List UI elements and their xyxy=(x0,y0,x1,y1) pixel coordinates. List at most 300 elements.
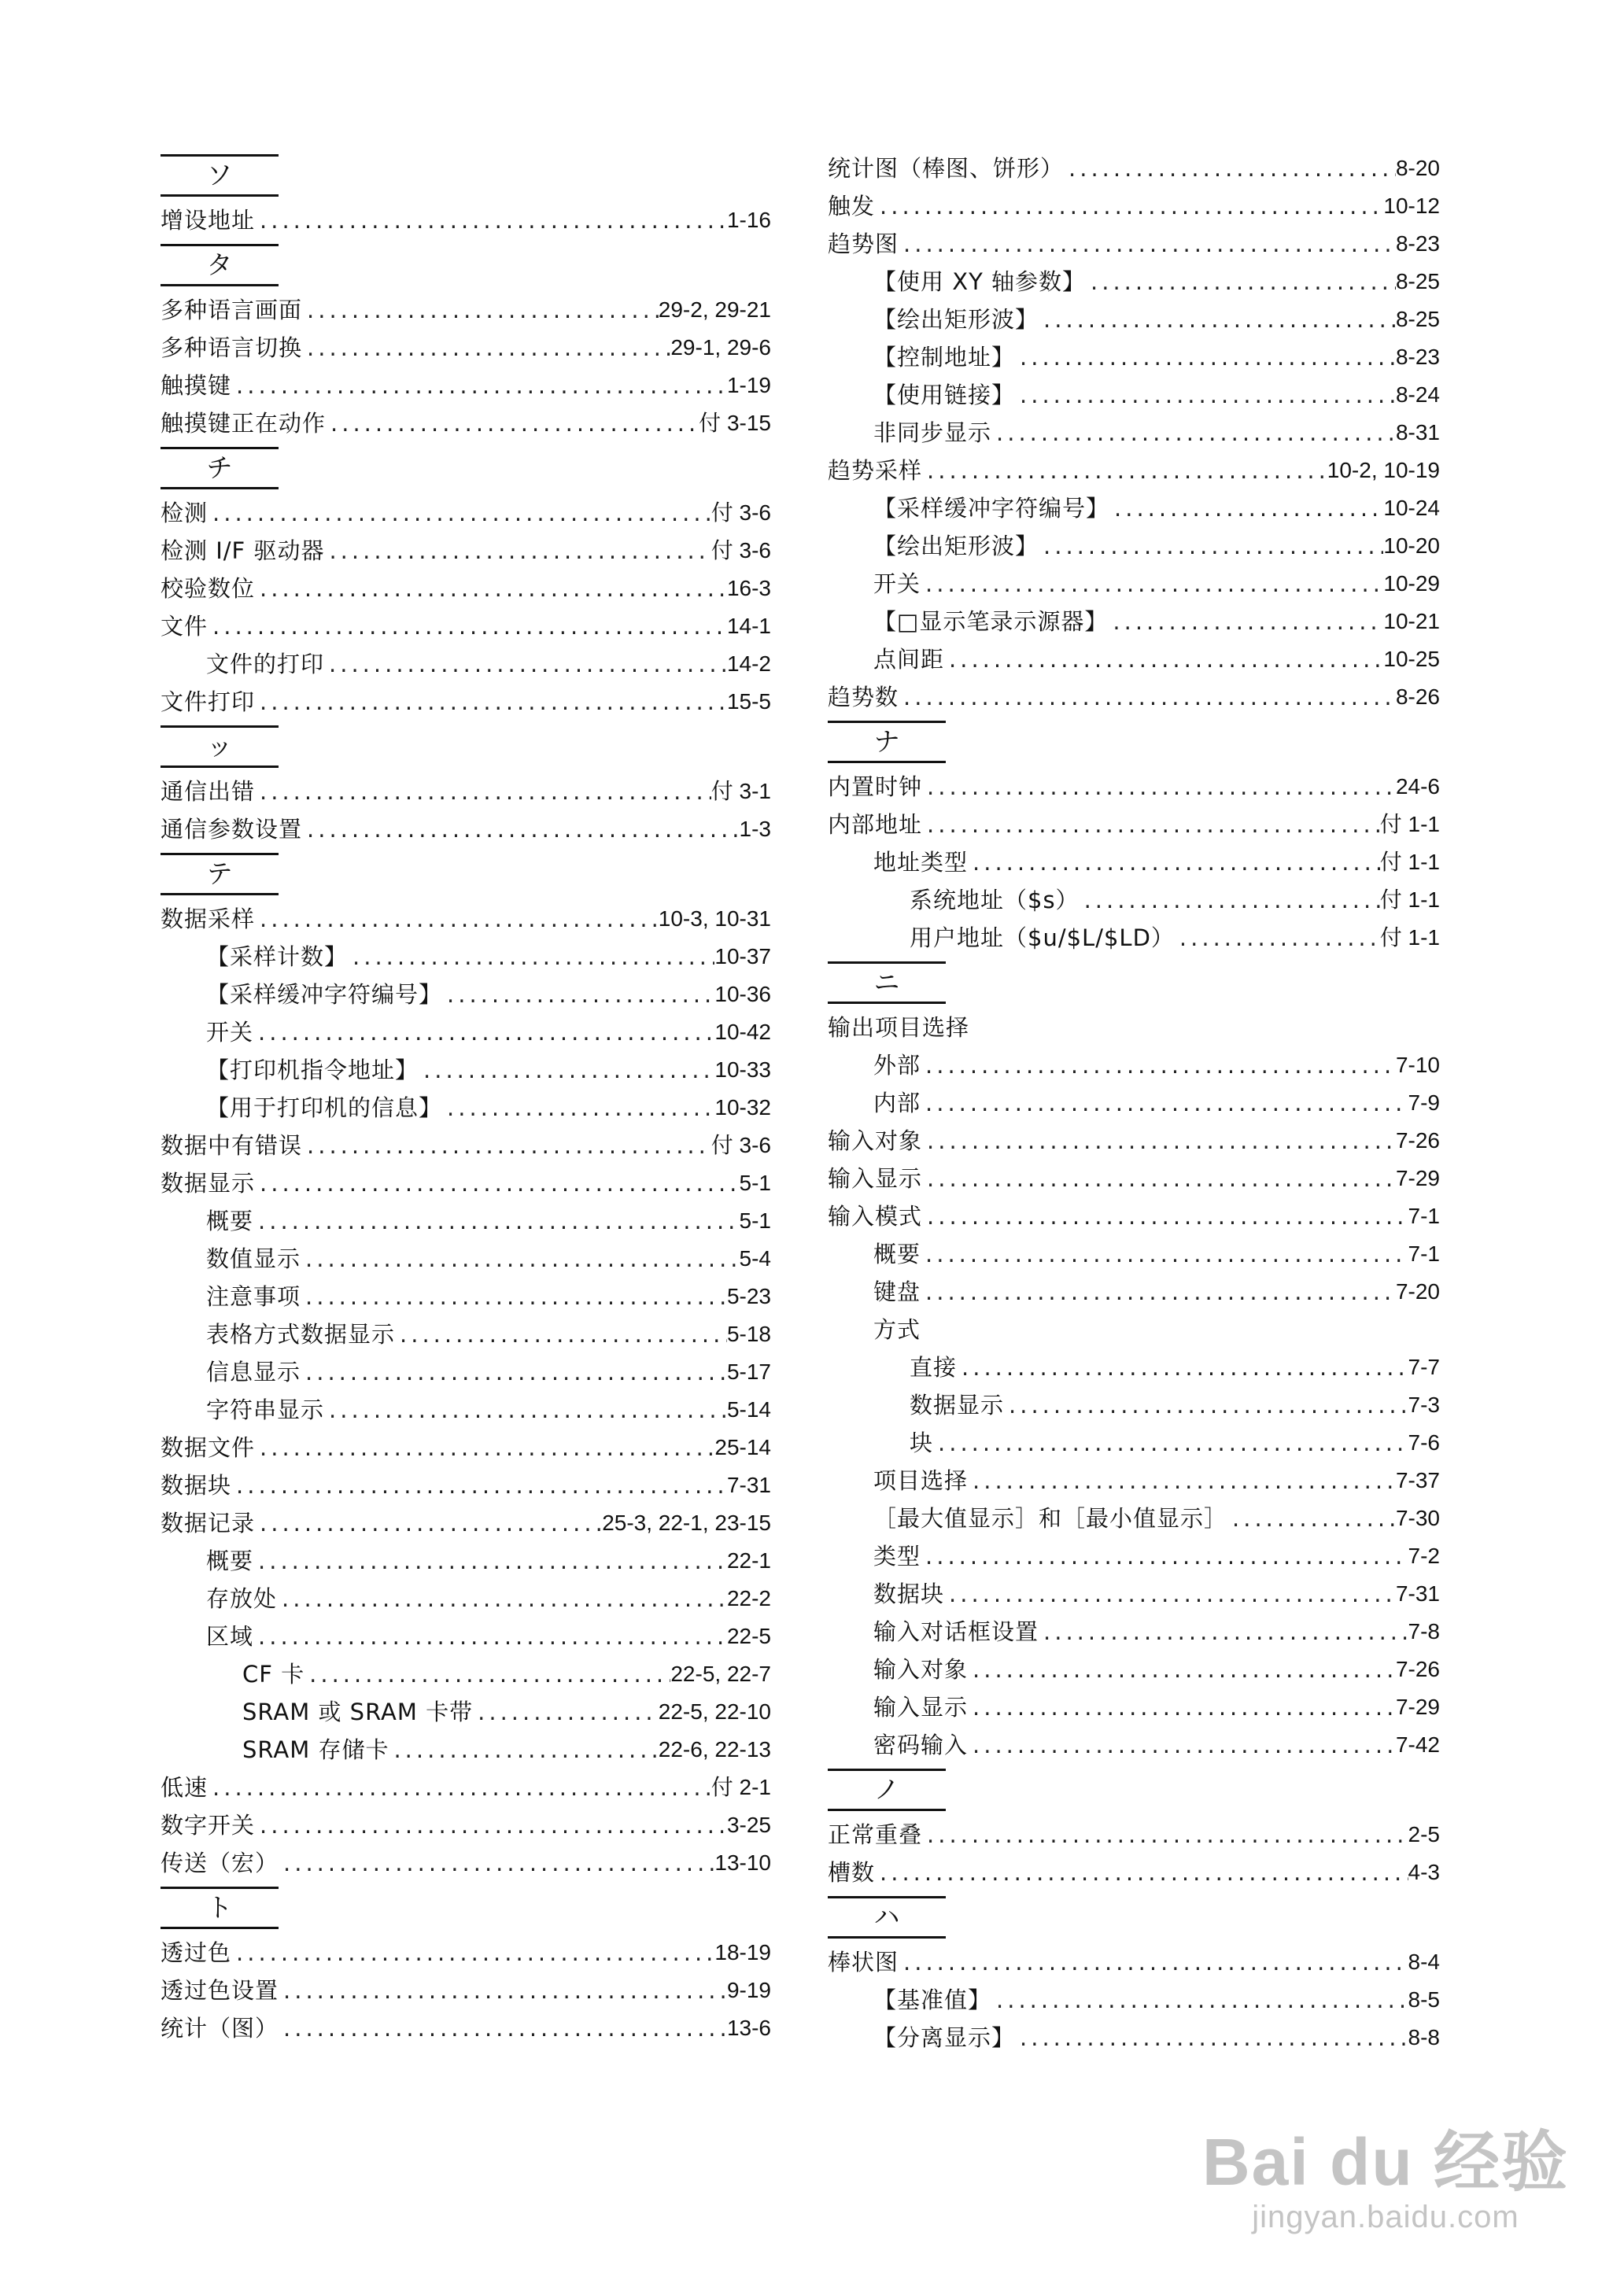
entry-label: 【采样计数】 xyxy=(206,943,349,970)
dot-leader xyxy=(442,1089,714,1127)
entry-page-ref: 16-3 xyxy=(726,576,771,600)
entry-page-ref: 8-23 xyxy=(1395,231,1440,256)
entry-label: 检测 xyxy=(161,500,209,526)
index-entry xyxy=(828,1981,1440,2019)
dot-leader xyxy=(1039,527,1383,565)
entry-label: 校验数位 xyxy=(161,575,256,602)
entry-label: 传送（宏） xyxy=(161,1850,279,1876)
dot-leader xyxy=(324,532,710,570)
watermark-url: jingyan.baidu.com xyxy=(1252,2200,1519,2234)
entry-page-ref: 1-19 xyxy=(726,373,771,397)
dot-leader xyxy=(324,645,727,683)
entry-page-ref: 5-1 xyxy=(739,1171,771,1195)
dot-leader xyxy=(302,329,670,367)
entry-label: 用户地址（$u/$L/$LD） xyxy=(910,924,1175,951)
dot-leader xyxy=(255,900,659,938)
dot-leader xyxy=(968,1726,1396,1764)
entry-page-ref: 5-4 xyxy=(739,1246,771,1271)
dot-leader xyxy=(301,1278,727,1315)
entry-label: 数据采样 xyxy=(161,906,256,932)
dot-leader xyxy=(1109,489,1383,527)
entry-page-ref: 7-7 xyxy=(1408,1355,1440,1379)
entry-label: 趋势图 xyxy=(828,231,899,257)
entry-page-ref: 29-1, 29-6 xyxy=(670,335,771,360)
section-kana: ノ xyxy=(873,1774,900,1805)
entry-page-ref: 24-6 xyxy=(1395,774,1440,799)
dot-leader xyxy=(922,768,1396,806)
dot-leader xyxy=(302,1127,711,1164)
entry-label: 数据记录 xyxy=(161,1510,256,1537)
index-entry xyxy=(828,1500,1440,1537)
entry-label: 输入显示 xyxy=(828,1165,923,1192)
entry-page-ref: 14-2 xyxy=(726,651,771,676)
entry-page-ref: 5-14 xyxy=(726,1397,771,1422)
entry-page-ref: 13-6 xyxy=(726,2016,771,2040)
entry-page-ref: 22-5 xyxy=(726,1624,771,1648)
entry-page-ref: 8-24 xyxy=(1395,382,1440,407)
index-entry xyxy=(161,570,771,607)
section-rule-bottom xyxy=(828,1809,946,1811)
index-entry xyxy=(161,645,771,683)
dot-leader xyxy=(279,1844,714,1882)
entry-page-ref: 7-8 xyxy=(1408,1619,1440,1644)
dot-leader xyxy=(1080,881,1380,919)
dot-leader xyxy=(899,678,1396,716)
dot-leader xyxy=(1039,1613,1408,1651)
dot-leader xyxy=(944,640,1383,678)
entry-label: 字符串显示 xyxy=(206,1396,325,1423)
dot-leader xyxy=(957,1348,1408,1386)
index-entry xyxy=(828,1046,1440,1084)
entry-page-ref: 8-26 xyxy=(1395,684,1440,709)
entry-page-ref: 7-30 xyxy=(1395,1506,1440,1530)
entry-page-ref: 7-31 xyxy=(726,1473,771,1497)
entry-label: 输出项目选择 xyxy=(828,1014,970,1041)
entry-label: 触摸键正在动作 xyxy=(161,410,327,437)
entry-page-ref: 7-2 xyxy=(1408,1544,1440,1568)
dot-leader xyxy=(921,1235,1408,1273)
dot-leader xyxy=(1039,301,1396,338)
entry-label: 【□显示笔录示源器】 xyxy=(873,608,1109,635)
entry-label: ［最大值显示］和［最小值显示］ xyxy=(873,1505,1228,1532)
entry-page-ref: 7-31 xyxy=(1395,1581,1440,1606)
index-entry xyxy=(828,640,1440,678)
entry-page-ref: 8-25 xyxy=(1395,269,1440,293)
index-entry xyxy=(828,1462,1440,1500)
section-kana: ハ xyxy=(873,1902,900,1932)
index-entry xyxy=(161,1315,771,1353)
entry-label: 开关 xyxy=(873,570,921,597)
entry-label: 开关 xyxy=(206,1019,254,1046)
dot-leader xyxy=(389,1731,658,1769)
section-header xyxy=(828,1896,1440,1939)
entry-page-ref: 2-5 xyxy=(1408,1822,1440,1846)
dot-leader xyxy=(921,1537,1408,1575)
section-kana: ナ xyxy=(873,726,900,757)
entry-page-ref: 10-29 xyxy=(1383,571,1440,596)
entry-page-ref: 10-20 xyxy=(1383,533,1440,558)
entry-page-ref: 付 3-6 xyxy=(710,500,771,525)
dot-leader xyxy=(442,976,714,1013)
index-entry xyxy=(828,1311,1440,1348)
entry-page-ref: 付 1-1 xyxy=(1379,887,1440,912)
entry-label: 点间距 xyxy=(873,646,945,673)
entry-label: 通信出错 xyxy=(161,778,256,805)
entry-label: 文件打印 xyxy=(161,688,256,715)
dot-leader xyxy=(968,843,1380,881)
entry-label: SRAM 或 SRAM 卡带 xyxy=(242,1699,474,1725)
entry-label: 增设地址 xyxy=(161,207,256,234)
entry-label: 直接 xyxy=(910,1354,958,1381)
index-entry xyxy=(161,1844,771,1882)
index-entry xyxy=(161,1504,771,1542)
entry-page-ref: 8-31 xyxy=(1395,420,1440,445)
entry-label: 数字开关 xyxy=(161,1812,256,1839)
section-header xyxy=(161,1887,771,1929)
index-entry xyxy=(161,976,771,1013)
index-entry xyxy=(828,1688,1440,1726)
index-entry xyxy=(828,225,1440,263)
dot-leader xyxy=(255,683,727,721)
entry-label: 文件的打印 xyxy=(206,651,325,677)
entry-label: 外部 xyxy=(873,1052,921,1079)
entry-page-ref: 8-20 xyxy=(1395,156,1440,180)
index-entry xyxy=(828,1424,1440,1462)
index-entry xyxy=(161,773,771,810)
section-rule-bottom xyxy=(828,761,946,763)
dot-leader xyxy=(922,1160,1396,1197)
dot-leader xyxy=(255,773,711,810)
section-kana: タ xyxy=(206,249,233,280)
entry-label: 透过色设置 xyxy=(161,1977,279,2004)
index-entry xyxy=(161,1466,771,1504)
entry-page-ref: 10-33 xyxy=(714,1057,771,1082)
entry-label: 块 xyxy=(910,1430,934,1456)
index-entry xyxy=(161,1618,771,1655)
section-rule-bottom xyxy=(828,1936,946,1939)
dot-leader xyxy=(1015,338,1396,376)
dot-leader xyxy=(208,607,727,645)
section-rule-bottom xyxy=(161,1927,279,1929)
entry-label: 概要 xyxy=(206,1208,254,1234)
entry-page-ref: 3-25 xyxy=(726,1813,771,1837)
dot-leader xyxy=(302,291,659,329)
dot-leader xyxy=(348,938,714,976)
dot-leader xyxy=(933,1424,1408,1462)
entry-label: 趋势采样 xyxy=(828,457,923,484)
entry-label: 触发 xyxy=(828,193,876,220)
section-header xyxy=(161,244,771,286)
index-entry xyxy=(828,1943,1440,1981)
dot-leader xyxy=(991,414,1396,452)
dot-leader xyxy=(255,1806,727,1844)
entry-page-ref: 付 3-6 xyxy=(710,538,771,563)
entry-label: 透过色 xyxy=(161,1939,232,1966)
index-entry xyxy=(828,1575,1440,1613)
dot-leader xyxy=(1108,603,1383,640)
dot-leader xyxy=(968,1651,1396,1688)
index-entry xyxy=(161,938,771,976)
dot-leader xyxy=(304,1655,670,1693)
dot-leader xyxy=(922,1816,1408,1854)
entry-page-ref: 付 3-6 xyxy=(710,1133,771,1157)
entry-page-ref: 7-42 xyxy=(1395,1732,1440,1757)
entry-page-ref: 4-3 xyxy=(1408,1860,1440,1884)
entry-label: 正常重叠 xyxy=(828,1821,923,1848)
entry-label: 数据文件 xyxy=(161,1434,256,1461)
entry-label: 【分离显示】 xyxy=(873,2024,1016,2051)
entry-page-ref: 付 1-1 xyxy=(1379,925,1440,950)
entry-page-ref: 10-42 xyxy=(714,1020,771,1044)
dot-leader xyxy=(922,1197,1408,1235)
section-header xyxy=(828,1769,1440,1811)
dot-leader xyxy=(473,1693,659,1731)
entry-label: 内置时钟 xyxy=(828,773,923,800)
section-kana: ト xyxy=(206,1892,233,1923)
entry-page-ref: 付 1-1 xyxy=(1379,850,1440,874)
entry-page-ref: 5-1 xyxy=(739,1208,771,1233)
entry-label: 多种语言画面 xyxy=(161,297,303,323)
index-entry xyxy=(161,1655,771,1693)
entry-label: 【使用 XY 轴参数】 xyxy=(873,268,1087,295)
entry-label: 数据块 xyxy=(161,1472,232,1499)
dot-leader xyxy=(1004,1386,1408,1424)
index-entry xyxy=(828,1235,1440,1273)
entry-label: 类型 xyxy=(873,1543,921,1570)
dot-leader xyxy=(255,1504,602,1542)
index-entry xyxy=(828,1386,1440,1424)
index-entry xyxy=(161,1391,771,1429)
dot-leader xyxy=(395,1315,727,1353)
index-entry xyxy=(161,1051,771,1089)
index-entry xyxy=(828,1348,1440,1386)
dot-leader xyxy=(921,1046,1396,1084)
section-rule-bottom xyxy=(161,893,279,895)
index-entry xyxy=(161,1542,771,1580)
entry-label: 方式 xyxy=(873,1316,921,1343)
section-kana: テ xyxy=(206,858,233,889)
dot-leader xyxy=(326,404,699,442)
index-entry xyxy=(161,532,771,570)
entry-page-ref: 5-17 xyxy=(726,1359,771,1384)
entry-page-ref: 22-2 xyxy=(726,1586,771,1610)
dot-leader xyxy=(922,806,1380,843)
entry-label: 系统地址（$s） xyxy=(910,887,1080,913)
entry-label: 【使用链接】 xyxy=(873,382,1016,408)
index-entry xyxy=(161,1972,771,2009)
entry-page-ref: 10-32 xyxy=(714,1095,771,1120)
dot-leader xyxy=(1227,1500,1396,1537)
index-column-left xyxy=(161,149,771,2047)
section-header xyxy=(828,721,1440,763)
dot-leader xyxy=(921,1273,1396,1311)
entry-page-ref: 25-14 xyxy=(714,1435,771,1459)
dot-leader xyxy=(208,494,711,532)
index-entry xyxy=(828,452,1440,489)
index-entry xyxy=(828,565,1440,603)
index-entry xyxy=(161,329,771,367)
entry-label: 【采样缓冲字符编号】 xyxy=(206,981,443,1008)
dot-leader xyxy=(324,1391,727,1429)
dot-leader xyxy=(922,1122,1396,1160)
dot-leader xyxy=(1086,263,1396,301)
entry-label: 数据中有错误 xyxy=(161,1132,303,1159)
entry-page-ref: 付 3-1 xyxy=(710,779,771,803)
index-entry xyxy=(828,881,1440,919)
entry-page-ref: 18-19 xyxy=(714,1940,771,1965)
index-entry xyxy=(161,404,771,442)
entry-label: 键盘 xyxy=(873,1278,921,1305)
entry-label: 触摸键 xyxy=(161,372,232,399)
index-entry xyxy=(828,919,1440,957)
index-entry xyxy=(828,1009,1440,1046)
entry-page-ref: 22-1 xyxy=(726,1548,771,1573)
dot-leader xyxy=(253,1202,740,1240)
entry-label: SRAM 存储卡 xyxy=(242,1736,389,1763)
dot-leader xyxy=(968,1462,1396,1500)
entry-page-ref: 7-3 xyxy=(1408,1393,1440,1417)
entry-page-ref: 14-1 xyxy=(726,614,771,638)
index-entry xyxy=(828,678,1440,716)
index-entry xyxy=(828,2019,1440,2057)
index-entry xyxy=(161,1127,771,1164)
index-entry xyxy=(828,768,1440,806)
entry-page-ref: 10-36 xyxy=(714,982,771,1006)
index-entry xyxy=(161,291,771,329)
baidu-jingyan-watermark xyxy=(1202,2126,1569,2236)
index-entry xyxy=(161,1164,771,1202)
dot-leader xyxy=(208,1769,711,1806)
entry-page-ref: 25-3, 22-1, 23-15 xyxy=(602,1511,771,1535)
entry-page-ref: 7-10 xyxy=(1395,1053,1440,1077)
entry-page-ref: 10-37 xyxy=(714,944,771,968)
entry-label: 【用于打印机的信息】 xyxy=(206,1094,443,1121)
section-kana: ソ xyxy=(206,160,233,190)
entry-label: 数值显示 xyxy=(206,1245,301,1272)
index-entry xyxy=(161,1240,771,1278)
entry-label: 输入模式 xyxy=(828,1203,923,1230)
index-entry xyxy=(828,1613,1440,1651)
entry-page-ref: 7-26 xyxy=(1395,1128,1440,1153)
dot-leader xyxy=(419,1051,714,1089)
dot-leader xyxy=(255,1164,740,1202)
entry-page-ref: 29-2, 29-21 xyxy=(658,297,771,322)
index-entry xyxy=(828,806,1440,843)
entry-label: 区域 xyxy=(206,1623,254,1650)
dot-leader xyxy=(279,1972,727,2009)
dot-leader xyxy=(253,1013,714,1051)
entry-label: 数据显示 xyxy=(161,1170,256,1197)
entry-label: 输入对象 xyxy=(828,1127,923,1154)
dot-leader xyxy=(922,452,1327,489)
index-entry xyxy=(161,1769,771,1806)
index-entry xyxy=(828,414,1440,452)
index-entry xyxy=(828,149,1440,187)
entry-page-ref: 8-5 xyxy=(1408,1987,1440,2012)
index-entry xyxy=(828,1197,1440,1235)
entry-label: 【绘出矩形波】 xyxy=(873,306,1039,333)
entry-page-ref: 13-10 xyxy=(714,1850,771,1875)
entry-page-ref: 8-4 xyxy=(1408,1950,1440,1974)
entry-page-ref: 1-16 xyxy=(726,208,771,232)
section-rule-bottom xyxy=(161,766,279,768)
section-header xyxy=(161,725,771,768)
dot-leader xyxy=(875,1854,1408,1891)
index-entry xyxy=(161,683,771,721)
section-header xyxy=(161,447,771,489)
entry-label: 【绘出矩形波】 xyxy=(873,533,1039,559)
entry-label: 信息显示 xyxy=(206,1359,301,1385)
entry-page-ref: 22-6, 22-13 xyxy=(658,1737,771,1762)
index-entry xyxy=(161,1580,771,1618)
dot-leader xyxy=(1015,2019,1408,2057)
dot-leader xyxy=(921,1084,1408,1122)
entry-page-ref: 10-2, 10-19 xyxy=(1327,458,1440,482)
section-header xyxy=(828,961,1440,1004)
index-entry xyxy=(828,1726,1440,1764)
entry-label: 通信参数设置 xyxy=(161,816,303,843)
entry-page-ref: 1-3 xyxy=(739,817,771,841)
entry-label: 注意事项 xyxy=(206,1283,301,1310)
dot-leader xyxy=(255,1429,714,1466)
section-rule-bottom xyxy=(161,487,279,489)
index-entry xyxy=(161,1013,771,1051)
entry-page-ref: 付 3-15 xyxy=(699,411,771,435)
dot-leader xyxy=(255,201,727,239)
entry-page-ref: 7-6 xyxy=(1408,1430,1440,1455)
section-kana: ッ xyxy=(206,731,233,762)
section-rule-bottom xyxy=(161,284,279,286)
entry-page-ref: 8-8 xyxy=(1408,2025,1440,2049)
index-entry xyxy=(161,1353,771,1391)
entry-label: 趋势数 xyxy=(828,684,899,710)
index-entry xyxy=(828,1816,1440,1854)
entry-label: 检测 I/F 驱动器 xyxy=(161,537,325,564)
entry-label: 【打印机指令地址】 xyxy=(206,1057,419,1083)
dot-leader xyxy=(899,1943,1408,1981)
dot-leader xyxy=(279,2009,727,2047)
entry-label: 密码输入 xyxy=(873,1732,969,1758)
index-entry xyxy=(828,376,1440,414)
section-header xyxy=(161,154,771,197)
section-header xyxy=(161,853,771,895)
entry-page-ref: 15-5 xyxy=(726,689,771,714)
dot-leader xyxy=(301,1240,740,1278)
entry-label: 数据显示 xyxy=(910,1392,1005,1419)
entry-page-ref: 7-26 xyxy=(1395,1657,1440,1681)
index-entry xyxy=(161,201,771,239)
index-entry xyxy=(828,527,1440,565)
dot-leader xyxy=(921,565,1383,603)
index-entry xyxy=(828,263,1440,301)
entry-page-ref: 付 1-1 xyxy=(1379,812,1440,836)
dot-leader xyxy=(1064,149,1396,187)
entry-page-ref: 7-1 xyxy=(1408,1204,1440,1228)
entry-label: 统计（图） xyxy=(161,2015,279,2042)
dot-leader xyxy=(277,1580,727,1618)
entry-page-ref: 7-37 xyxy=(1395,1468,1440,1492)
entry-page-ref: 10-21 xyxy=(1383,609,1440,633)
entry-page-ref: 22-5, 22-10 xyxy=(658,1699,771,1724)
index-entry xyxy=(161,1806,771,1844)
entry-label: 输入对话框设置 xyxy=(873,1618,1039,1645)
dot-leader xyxy=(231,1934,714,1972)
index-entry xyxy=(828,603,1440,640)
dot-leader xyxy=(302,810,740,848)
entry-page-ref: 10-3, 10-31 xyxy=(658,906,771,931)
dot-leader xyxy=(255,570,727,607)
dot-leader xyxy=(231,1466,727,1504)
